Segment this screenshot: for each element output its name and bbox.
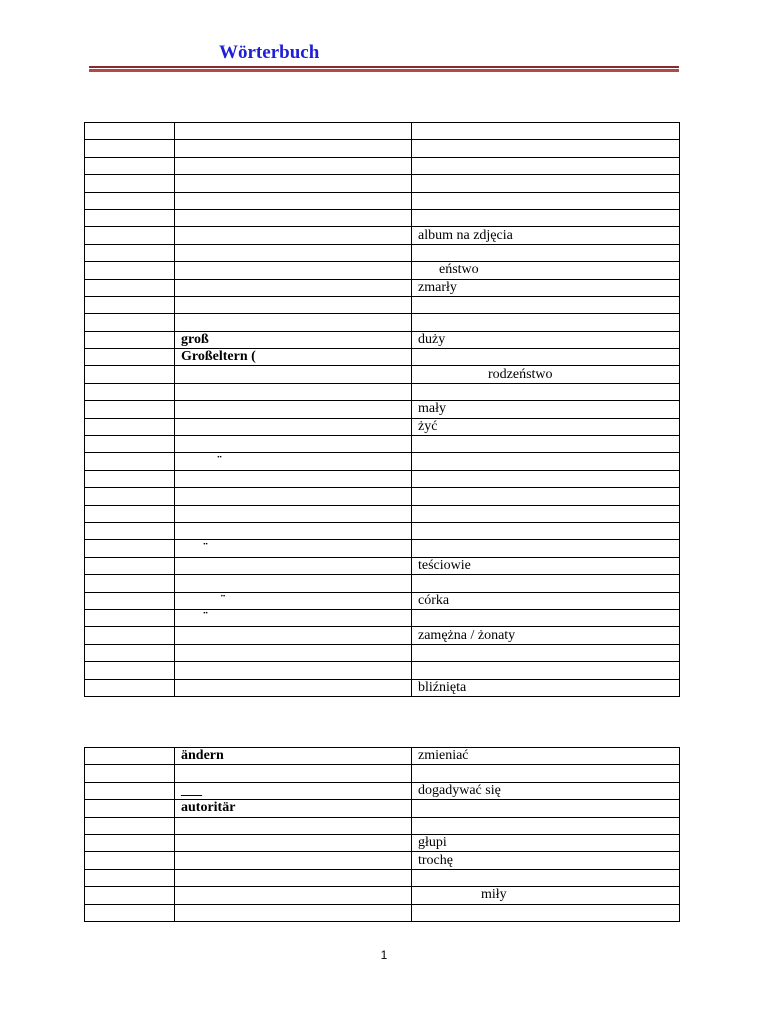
cell-polish xyxy=(412,644,680,661)
cell-german xyxy=(175,557,412,574)
cell-polish xyxy=(412,314,680,331)
table-row xyxy=(85,175,680,192)
table-row xyxy=(85,296,680,313)
table-row xyxy=(85,522,680,539)
cell-number xyxy=(85,575,175,592)
cell-number xyxy=(85,834,175,851)
table-row xyxy=(85,470,680,487)
table-row xyxy=(85,904,680,921)
cell-number xyxy=(85,383,175,400)
cell-german xyxy=(175,418,412,435)
cell-german xyxy=(175,244,412,261)
table-row xyxy=(85,782,680,799)
table-row xyxy=(85,765,680,782)
cell-polish: teściowie xyxy=(412,557,680,574)
table-row xyxy=(85,505,680,522)
cell-number xyxy=(85,349,175,366)
cell-polish: zmarły xyxy=(412,279,680,296)
table-row xyxy=(85,436,680,453)
page-title: Wörterbuch xyxy=(219,42,320,63)
cell-polish xyxy=(412,575,680,592)
cell-polish xyxy=(412,522,680,539)
cell-german xyxy=(175,505,412,522)
cell-german xyxy=(175,296,412,313)
table-row xyxy=(85,192,680,209)
cell-number xyxy=(85,123,175,140)
cell-german xyxy=(175,209,412,226)
cell-polish xyxy=(412,869,680,886)
cell-german xyxy=(175,852,412,869)
cell-polish xyxy=(412,123,680,140)
table-row xyxy=(85,609,680,626)
cell-polish xyxy=(412,157,680,174)
table-row xyxy=(85,209,680,226)
cell-polish: rodzeństwo xyxy=(412,366,680,383)
cell-number xyxy=(85,869,175,886)
table-row xyxy=(85,418,680,435)
cell-german: ̈ xyxy=(175,609,412,626)
cell-number xyxy=(85,800,175,817)
table-row xyxy=(85,592,680,609)
cell-polish xyxy=(412,175,680,192)
cell-german: Großeltern ( xyxy=(175,349,412,366)
table-row xyxy=(85,852,680,869)
table-row xyxy=(85,262,680,279)
table-row xyxy=(85,349,680,366)
cell-number xyxy=(85,227,175,244)
table-row xyxy=(85,157,680,174)
cell-german: groß xyxy=(175,331,412,348)
cell-number xyxy=(85,887,175,904)
cell-german xyxy=(175,123,412,140)
cell-german: ändern xyxy=(175,748,412,765)
table-row xyxy=(85,279,680,296)
cell-number xyxy=(85,557,175,574)
table-row xyxy=(85,314,680,331)
table-row xyxy=(85,331,680,348)
cell-german xyxy=(175,887,412,904)
cell-polish xyxy=(412,488,680,505)
title-divider-shadow xyxy=(89,69,679,72)
cell-polish: duży xyxy=(412,331,680,348)
cell-number xyxy=(85,748,175,765)
cell-german xyxy=(175,227,412,244)
table-row xyxy=(85,244,680,261)
cell-german xyxy=(175,470,412,487)
cell-number xyxy=(85,852,175,869)
title-divider xyxy=(89,66,679,68)
cell-polish xyxy=(412,470,680,487)
cell-polish: album na zdjęcia xyxy=(412,227,680,244)
table-row xyxy=(85,817,680,834)
cell-polish xyxy=(412,296,680,313)
cell-number xyxy=(85,279,175,296)
cell-german: ̈ xyxy=(175,453,412,470)
cell-german xyxy=(175,140,412,157)
cell-german xyxy=(175,817,412,834)
table-row xyxy=(85,834,680,851)
page-number: 1 xyxy=(380,948,388,962)
table-row xyxy=(85,557,680,574)
cell-number xyxy=(85,765,175,782)
cell-polish xyxy=(412,349,680,366)
cell-number xyxy=(85,418,175,435)
cell-german xyxy=(175,904,412,921)
cell-polish xyxy=(412,192,680,209)
table-row xyxy=(85,227,680,244)
cell-polish: córka xyxy=(412,592,680,609)
vocabulary-table-2 xyxy=(84,747,680,922)
cell-german xyxy=(175,175,412,192)
cell-number xyxy=(85,782,175,799)
cell-german xyxy=(175,765,412,782)
cell-polish xyxy=(412,209,680,226)
cell-number xyxy=(85,817,175,834)
cell-german xyxy=(175,662,412,679)
cell-number xyxy=(85,453,175,470)
cell-number xyxy=(85,904,175,921)
cell-number xyxy=(85,140,175,157)
cell-german xyxy=(175,575,412,592)
cell-number xyxy=(85,157,175,174)
cell-number xyxy=(85,192,175,209)
cell-number xyxy=(85,401,175,418)
cell-number xyxy=(85,627,175,644)
cell-number xyxy=(85,209,175,226)
table-row xyxy=(85,679,680,696)
cell-number xyxy=(85,505,175,522)
cell-german xyxy=(175,262,412,279)
cell-number xyxy=(85,522,175,539)
cell-polish xyxy=(412,244,680,261)
cell-german xyxy=(175,644,412,661)
table-row xyxy=(85,748,680,765)
cell-german xyxy=(175,436,412,453)
cell-polish xyxy=(412,800,680,817)
cell-polish: żyć xyxy=(412,418,680,435)
cell-german: ̈ xyxy=(175,540,412,557)
table-row xyxy=(85,627,680,644)
cell-german xyxy=(175,401,412,418)
table-row xyxy=(85,575,680,592)
table-row xyxy=(85,540,680,557)
cell-polish xyxy=(412,817,680,834)
cell-number xyxy=(85,609,175,626)
cell-polish xyxy=(412,765,680,782)
cell-polish xyxy=(412,505,680,522)
cell-german xyxy=(175,192,412,209)
cell-polish xyxy=(412,662,680,679)
table-row xyxy=(85,488,680,505)
vocabulary-table-1 xyxy=(84,122,680,697)
cell-number xyxy=(85,314,175,331)
cell-number xyxy=(85,175,175,192)
cell-german xyxy=(175,279,412,296)
table-row xyxy=(85,662,680,679)
cell-german xyxy=(175,366,412,383)
cell-polish xyxy=(412,436,680,453)
cell-german: ___ xyxy=(175,782,412,799)
cell-polish: miły xyxy=(412,887,680,904)
cell-number xyxy=(85,436,175,453)
cell-polish xyxy=(412,904,680,921)
cell-number xyxy=(85,296,175,313)
cell-number xyxy=(85,662,175,679)
table-row xyxy=(85,887,680,904)
table-row xyxy=(85,644,680,661)
table-row xyxy=(85,123,680,140)
cell-german xyxy=(175,834,412,851)
cell-number xyxy=(85,470,175,487)
cell-number xyxy=(85,262,175,279)
table-row xyxy=(85,401,680,418)
cell-polish: dogadywać się xyxy=(412,782,680,799)
cell-german xyxy=(175,679,412,696)
table-row xyxy=(85,383,680,400)
cell-polish: głupi xyxy=(412,834,680,851)
cell-german xyxy=(175,627,412,644)
table-row xyxy=(85,366,680,383)
cell-polish: trochę xyxy=(412,852,680,869)
cell-german xyxy=(175,383,412,400)
cell-number xyxy=(85,244,175,261)
table-row xyxy=(85,800,680,817)
cell-polish xyxy=(412,140,680,157)
cell-number xyxy=(85,366,175,383)
cell-polish xyxy=(412,609,680,626)
table-row xyxy=(85,140,680,157)
cell-number xyxy=(85,679,175,696)
cell-german xyxy=(175,522,412,539)
cell-german xyxy=(175,488,412,505)
cell-polish xyxy=(412,383,680,400)
cell-polish: bliźnięta xyxy=(412,679,680,696)
cell-number xyxy=(85,488,175,505)
table-row xyxy=(85,453,680,470)
table-row xyxy=(85,869,680,886)
cell-german: autoritär xyxy=(175,800,412,817)
cell-german xyxy=(175,869,412,886)
cell-number xyxy=(85,331,175,348)
cell-polish: mały xyxy=(412,401,680,418)
cell-polish: zamężna / żonaty xyxy=(412,627,680,644)
cell-polish xyxy=(412,540,680,557)
cell-number xyxy=(85,540,175,557)
cell-number xyxy=(85,644,175,661)
cell-polish xyxy=(412,453,680,470)
cell-german xyxy=(175,157,412,174)
cell-number xyxy=(85,592,175,609)
cell-german xyxy=(175,314,412,331)
cell-polish: zmieniać xyxy=(412,748,680,765)
cell-german: ̈ xyxy=(175,592,412,609)
cell-polish: eństwo xyxy=(412,262,680,279)
